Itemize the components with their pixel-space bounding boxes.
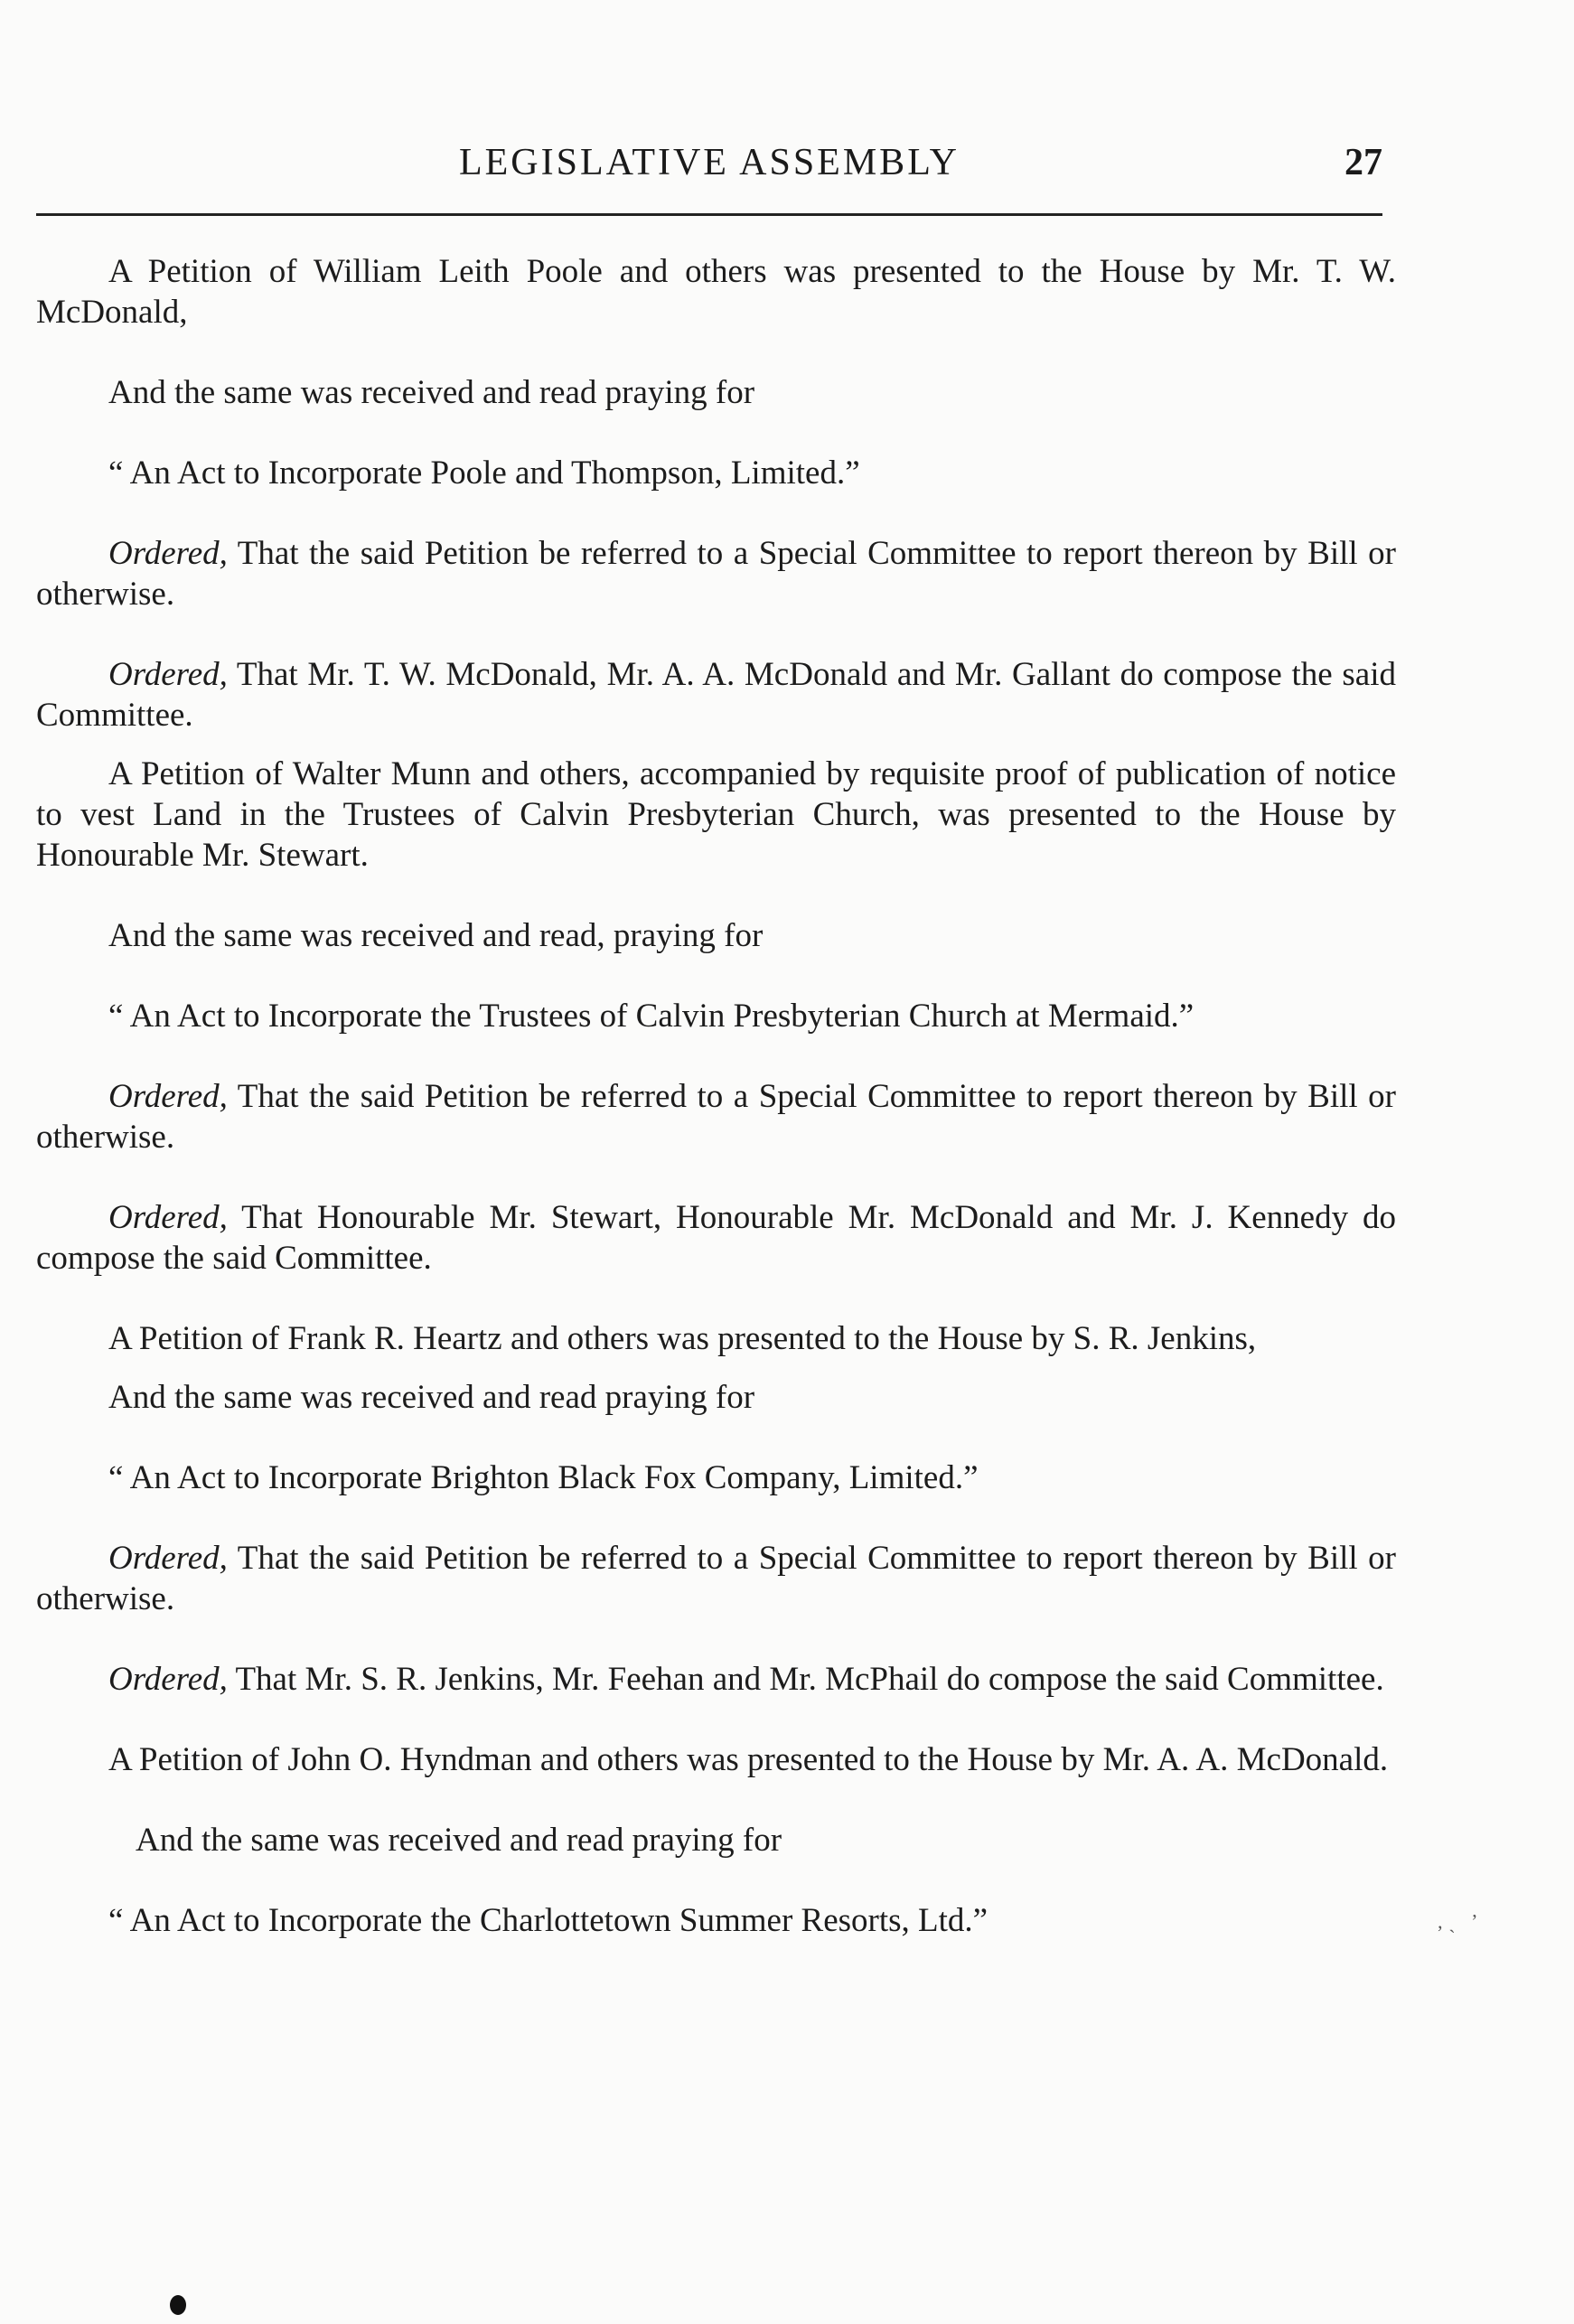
act-title-paragraph (36, 453, 1396, 493)
act-title-paragraph (36, 996, 1396, 1036)
reading-paragraph (36, 372, 1396, 413)
paragraph-text: And the same was received and read, praying for (108, 917, 764, 954)
paragraph-text: And the same was received and read praying for (136, 1822, 782, 1859)
ordered-label: Ordered, (108, 1540, 228, 1577)
order-paragraph (36, 1076, 1396, 1157)
order-paragraph (36, 654, 1396, 736)
paragraph-text: And the same was received and read praying for (108, 374, 755, 411)
header-rule (36, 213, 1382, 216)
reading-paragraph (36, 915, 1396, 956)
paragraph-text: A Petition of John O. Hyndman and others was presented to the House by Mr. A. A. McDonald. (108, 1741, 1389, 1778)
ordered-label: Ordered, (108, 1199, 228, 1236)
reading-paragraph (36, 1820, 1396, 1860)
ordered-label: Ordered, (108, 656, 228, 693)
ink-blot (170, 2295, 186, 2315)
paragraph-text: That the said Petition be referred to a Special Committee to report thereon by Bill or otherwise. (36, 535, 1396, 613)
ordered-label: Ordered, (108, 1661, 228, 1698)
paragraph-text: A Petition of Frank R. Heartz and others was presented to the House by S. R. Jenkins, (108, 1320, 1257, 1357)
paragraph-text: And the same was received and read praying for (108, 1379, 755, 1416)
order-paragraph (36, 1197, 1396, 1279)
page-title: LEGISLATIVE ASSEMBLY (459, 142, 960, 183)
act-title-paragraph (36, 1900, 1396, 1941)
paragraph-text: That the said Petition be referred to a Special Committee to report thereon by Bill or otherwise. (36, 1540, 1396, 1617)
paragraph-text: “ An Act to Incorporate the Trustees of Calvin Presbyterian Church at Mermaid.” (108, 998, 1195, 1035)
paragraph-text: That Mr. T. W. McDonald, Mr. A. A. McDonald and Mr. Gallant do compose the said Committee. (36, 656, 1396, 734)
reading-paragraph (36, 1377, 1396, 1418)
paragraph-text: “ An Act to Incorporate the Charlottetown Summer Resorts, Ltd.” (108, 1902, 988, 1939)
paragraph-text: A Petition of Walter Munn and others, accompanied by requisite proof of publication of notice to vest Land in the Trustees of Calvin Presbyterian Church, was presented to the House by Honourable Mr. Stewart. (36, 755, 1396, 874)
page-body (36, 251, 1396, 1981)
act-title-paragraph (36, 1457, 1396, 1498)
paragraph-text: “ An Act to Incorporate Poole and Thompson, Limited.” (108, 454, 860, 492)
paragraph-text: That the said Petition be referred to a Special Committee to report thereon by Bill or otherwise. (36, 1078, 1396, 1156)
order-paragraph (36, 1659, 1396, 1700)
petition-paragraph (36, 251, 1396, 333)
page-number: 27 (1344, 142, 1382, 183)
order-paragraph (36, 533, 1396, 614)
running-head (36, 136, 1382, 190)
paragraph-text: A Petition of William Leith Poole and others was presented to the House by Mr. T. W. McDonald, (36, 253, 1396, 331)
petition-paragraph (36, 1739, 1396, 1780)
ordered-label: Ordered, (108, 535, 228, 572)
paragraph-text: That Honourable Mr. Stewart, Honourable Mr. McDonald and Mr. J. Kennedy do compose the said Committee. (36, 1199, 1396, 1277)
petition-paragraph (36, 1318, 1396, 1359)
ink-speckles: ‚ˏ ʼ (1437, 1910, 1484, 1933)
order-paragraph (36, 1538, 1396, 1619)
ordered-label: Ordered, (108, 1078, 228, 1115)
paragraph-text: “ An Act to Incorporate Brighton Black Fox Company, Limited.” (108, 1459, 979, 1496)
petition-paragraph (36, 754, 1396, 876)
paragraph-text: That Mr. S. R. Jenkins, Mr. Feehan and Mr. McPhail do compose the said Committee. (227, 1661, 1384, 1698)
